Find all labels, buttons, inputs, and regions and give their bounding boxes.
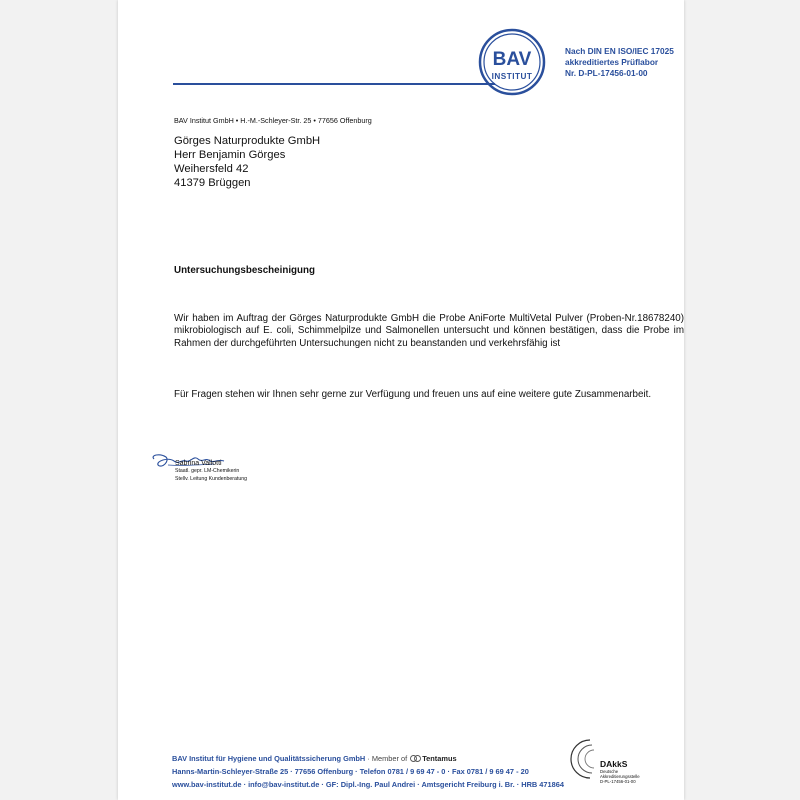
- body-paragraph-2: Für Fragen stehen wir Ihnen sehr gerne zur Verfügung und freuen uns auf eine weitere gute Zusammenarbeit.: [174, 389, 652, 400]
- header-rule: [173, 83, 495, 85]
- recipient-contact: Herr Benjamin Görges: [174, 149, 286, 161]
- dakks-line: Deutsche: [600, 769, 619, 774]
- letter-subject: Untersuchungsbescheinigung: [174, 265, 315, 276]
- accreditation-line: Nach DIN EN ISO/IEC 17025: [565, 46, 674, 56]
- recipient-address: [174, 134, 320, 190]
- logo-text-main: BAV: [492, 49, 532, 70]
- dakks-line: D-PL-17456-01-00: [600, 779, 636, 784]
- dakks-line: Akkreditierungsstelle: [600, 774, 640, 779]
- accreditation-line: Nr. D-PL-17456-01-00: [565, 68, 648, 78]
- recipient-street: Weihersfeld 42: [174, 163, 249, 175]
- footer-line-3: www.bav-institut.de · info@bav-institut.de · GF: Dipl.-Ing. Paul Andrei · Amtsgericht Freiburg i. Br. · HRB 471864: [172, 779, 564, 789]
- recipient-company: Görges Naturprodukte GmbH: [174, 135, 321, 147]
- bav-institut-logo: [478, 28, 546, 96]
- letter-footer: [172, 753, 564, 791]
- footer-tentamus: Tentamus: [422, 754, 457, 763]
- footer-line-2: Hanns-Martin-Schleyer-Straße 25 · 77656 Offenburg · Telefon 0781 / 9 69 47 - 0 · Fax 0781 / 9 69 47 - 20: [172, 766, 529, 776]
- footer-line-1: [172, 753, 564, 766]
- footer-member: · Member of: [365, 754, 410, 763]
- dakks-label: [600, 759, 640, 784]
- sender-line: BAV Institut GmbH • H.-M.-Schleyer-Str. 25 • 77656 Offenburg: [174, 116, 372, 125]
- tentamus-icon: [410, 755, 421, 762]
- body-paragraph-1: Wir haben im Auftrag der Görges Naturprodukte GmbH die Probe AniForte MultiVetal Pulver (Proben-Nr.18678240) mikrobiologisch auf E. coli, Schimmelpilze und Salmonellen untersucht und können bestätigen, dass die Probe im Rahmen der durchgeführten Untersuchungen nicht zu beanstanden und verkehrsfähig ist: [174, 313, 684, 349]
- signer-block: [175, 460, 247, 484]
- dakks-brand: DAkkS: [600, 759, 628, 769]
- dakks-icon: [566, 736, 600, 782]
- signer-title: Staatl. gepr. LM-Chemikerin: [175, 468, 240, 474]
- signer-title: Stellv. Leitung Kundenberatung: [175, 475, 248, 482]
- letter-page: [118, 0, 684, 800]
- accreditation-note: [565, 46, 674, 79]
- signer-name: Sabrina Vallotti: [175, 460, 222, 467]
- accreditation-line: akkreditiertes Prüflabor: [565, 57, 659, 67]
- footer-company: BAV Institut für Hygiene und Qualitätssicherung GmbH: [172, 754, 366, 763]
- recipient-city: 41379 Brüggen: [174, 177, 251, 189]
- logo-text-sub: INSTITUT: [491, 72, 533, 81]
